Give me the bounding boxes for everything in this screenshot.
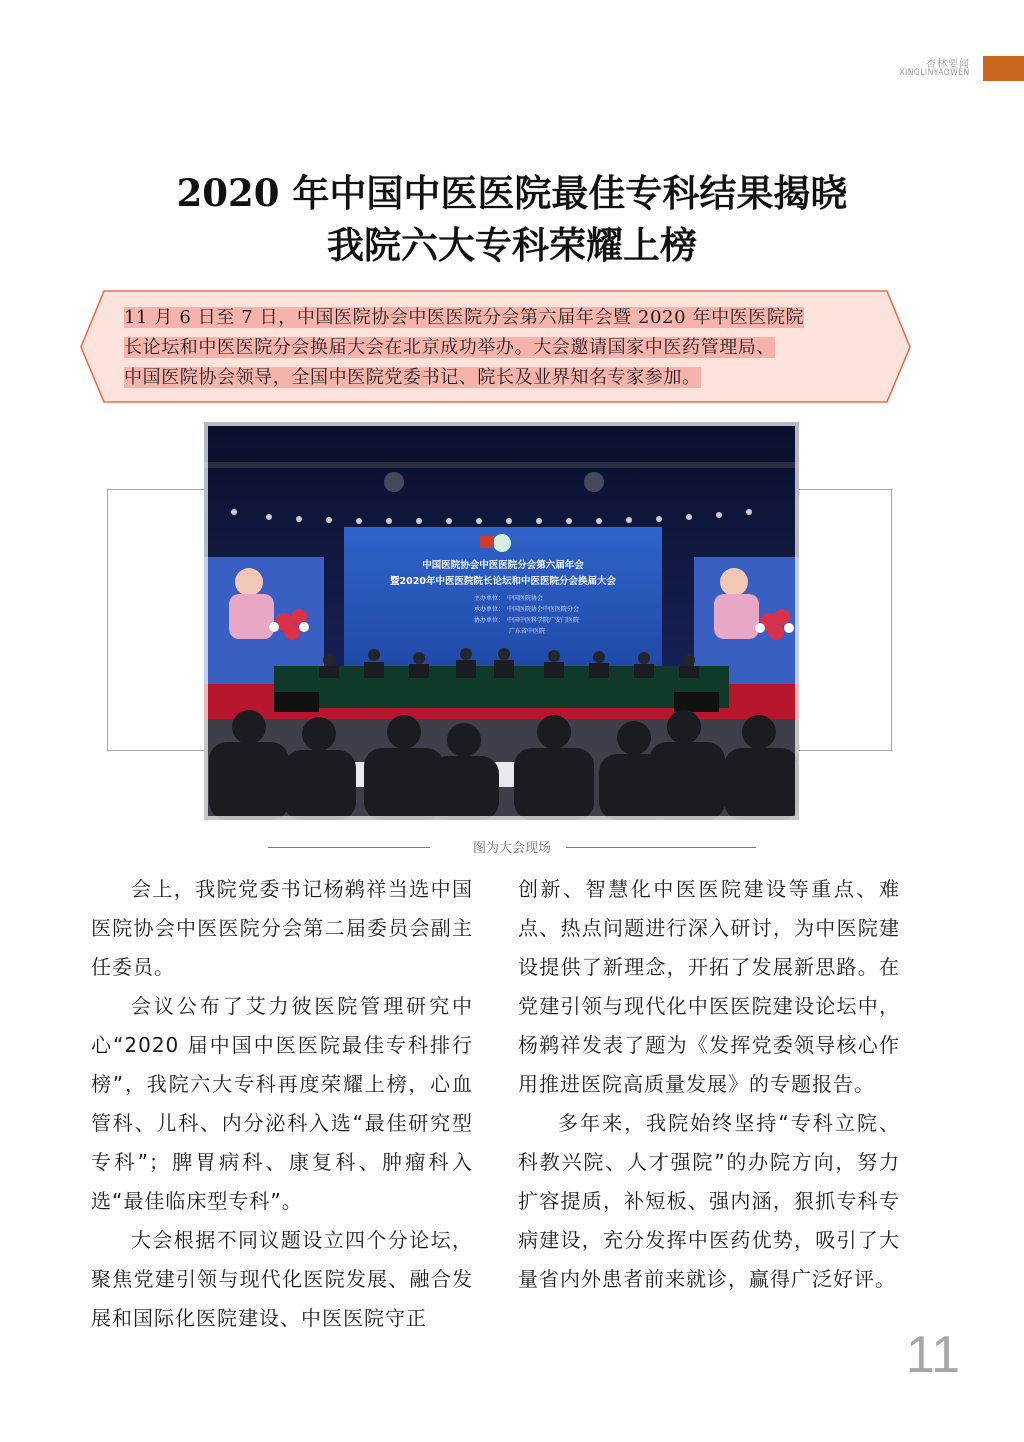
page-number: 11 <box>906 1326 960 1384</box>
body-paragraph: 会议公布了艾力彼医院管理研究中心“2020 届中国中医医院最佳专科排行榜”，我院六大专科再度荣耀上榜，心血管科、儿科、内分泌科入选“最佳研究型专科”；脾胃病科、康复科、肿瘤科入选“最佳临床型专科”。 <box>91 994 473 1213</box>
photo-caption: 图为大会现场 <box>472 841 551 856</box>
section-accent-bar <box>983 56 1024 81</box>
body-paragraph: 多年来，我院始终坚持“专科立院、科教兴院、人才强院”的办院方向，努力扩容提质，补短板、强内涵，狠抓专科专病建设，充分发挥中医药优势，吸引了大量省内外患者前来就诊，赢得广泛好评。 <box>518 1111 900 1291</box>
caption-rule-right <box>566 847 756 848</box>
article-title-line2: 我院六大专科荣耀上榜 <box>327 223 697 267</box>
intro-line: 11 月 6 日至 7 日，中国医院协会中医医院分会第六届年会暨 2020 年中医医院院 <box>124 307 805 328</box>
banner-detail: 主办单位： 中国医院协会 <box>474 595 544 602</box>
intro-line: 中国医院协会领导，全国中医院党委书记、院长及业界知名专家参加。 <box>124 367 701 388</box>
body-column-right <box>518 870 900 1299</box>
section-label-en: XINGLINYAOWEN <box>899 68 970 78</box>
body-column-left <box>91 870 473 1338</box>
banner-detail: 协办单位： 中国中医科学院广安门医院 <box>474 617 580 624</box>
body-paragraph: 大会根据不同议题设立四个分论坛，聚焦党建引领与现代化医院发展、融合发展和国际化医院建设、中医医院守正 <box>91 1228 473 1330</box>
conference-photo <box>204 422 799 820</box>
body-paragraph-continued: 创新、智慧化中医医院建设等重点、难点、热点问题进行深入研讨，为中医院建设提供了新理念，开拓了发展新思路。在党建引领与现代化中医医院建设论坛中，杨鹈祥发表了题为《发挥党委领导核心作用推进医院高质量发展》的专题报告。 <box>518 877 900 1096</box>
article-title-line1: 2020 年中国中医医院最佳专科结果揭晓 <box>176 171 848 215</box>
body-paragraph: 会上，我院党委书记杨鹈祥当选中国医院协会中医医院分会第二届委员会副主任委员。 <box>91 877 473 979</box>
banner-line1: 中国医院协会中医医院分会第六届年会 <box>422 560 584 571</box>
banner-detail: 承办单位： 中国医院协会中医医院分会 <box>474 606 580 613</box>
intro-summary <box>124 303 884 393</box>
section-label: 杏林要闻 <box>926 59 970 70</box>
intro-line: 长论坛和中医医院分会换届大会在北京成功举办。大会邀请国家中医药管理局、 <box>124 337 775 358</box>
banner-line2: 暨2020年中医医院院长论坛和中医医院分会换届大会 <box>390 576 616 587</box>
banner-detail: 广东省中医院 <box>509 628 546 635</box>
